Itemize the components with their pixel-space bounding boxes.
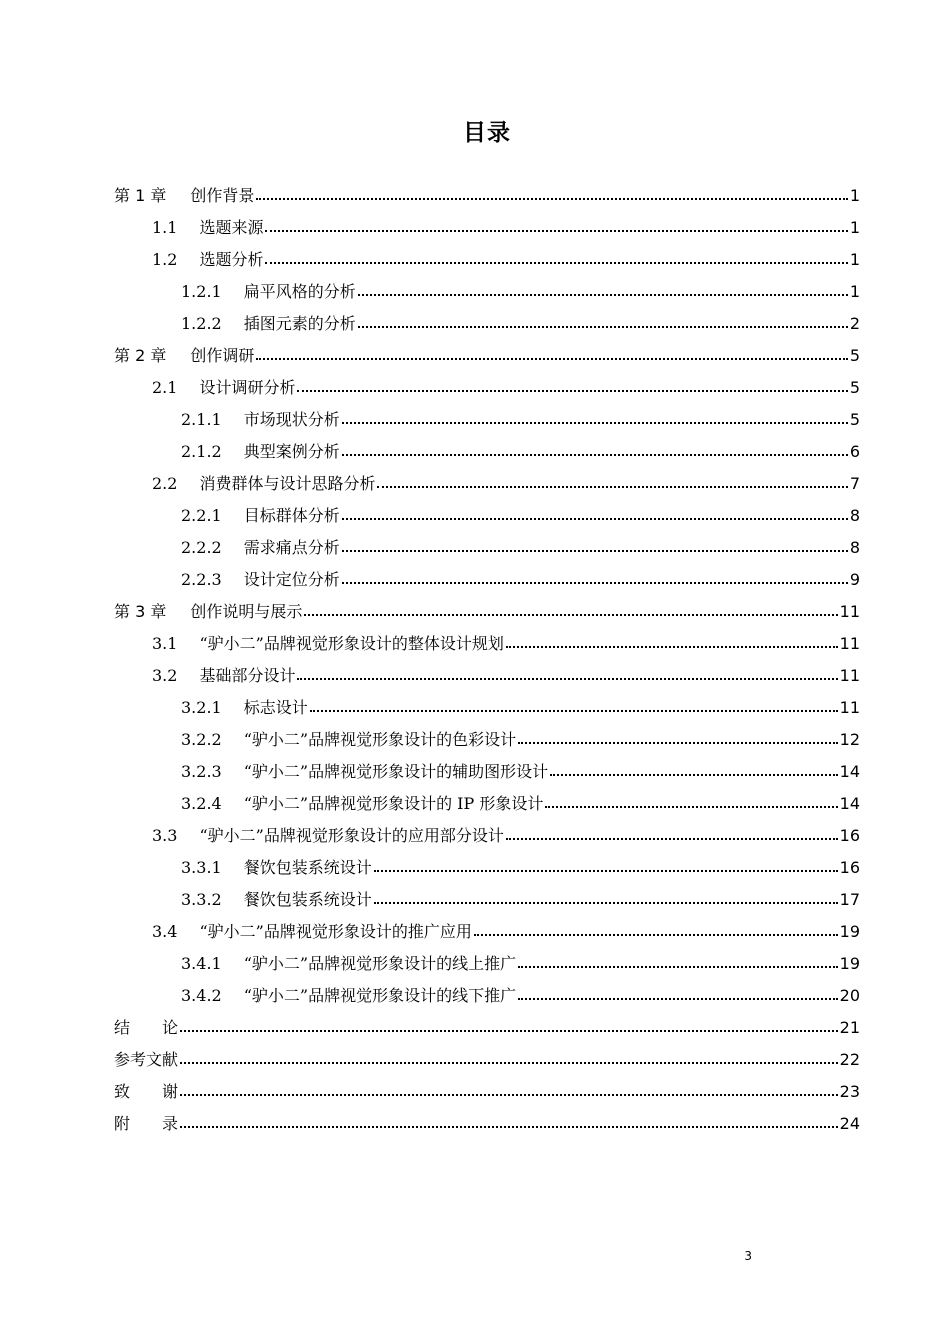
toc-entry[interactable] [114, 468, 860, 500]
dot-leader [506, 838, 838, 840]
entry-page: 19 [839, 954, 860, 973]
dot-leader [256, 358, 847, 360]
entry-page: 16 [839, 858, 860, 877]
toc-entry[interactable] [114, 1076, 860, 1108]
entry-title: “驴小二”品牌视觉形象设计的整体设计规划 [199, 634, 504, 653]
toc-entry[interactable] [114, 180, 860, 212]
dot-leader [342, 422, 848, 424]
dot-leader [180, 1126, 838, 1128]
entry-page: 20 [839, 986, 860, 1005]
entry-page: 8 [849, 538, 860, 557]
toc-entry[interactable] [114, 948, 860, 980]
dot-leader [342, 550, 848, 552]
toc-entry[interactable] [114, 820, 860, 852]
dot-leader [297, 390, 847, 392]
toc-entry[interactable] [114, 916, 860, 948]
toc-entry[interactable] [114, 1108, 860, 1140]
entry-page: 1 [849, 282, 860, 301]
entry-number: 1.2.1 [181, 282, 222, 301]
entry-title: 餐饮包装系统设计 [243, 858, 372, 877]
toc-entry[interactable] [114, 756, 860, 788]
toc-entry[interactable] [114, 532, 860, 564]
toc-entry[interactable] [114, 628, 860, 660]
entry-page: 11 [839, 634, 860, 653]
entry-title: 创作说明与展示 [190, 602, 303, 621]
entry-page: 17 [839, 890, 860, 909]
entry-number: 1.2 [152, 250, 178, 269]
toc-entry[interactable] [114, 404, 860, 436]
entry-number: 3.3.2 [181, 890, 222, 909]
toc-entry[interactable] [114, 340, 860, 372]
toc-entry[interactable] [114, 564, 860, 596]
entry-page: 7 [849, 474, 860, 493]
entry-number: 1.2.2 [181, 314, 222, 333]
entry-page: 2 [849, 314, 860, 333]
entry-title: 餐饮包装系统设计 [243, 890, 372, 909]
dot-leader [180, 1062, 838, 1064]
entry-number: 3.1 [152, 634, 178, 653]
dot-leader [304, 614, 837, 616]
toc-entry[interactable] [114, 980, 860, 1012]
entry-page: 11 [839, 698, 860, 717]
dot-leader [342, 454, 848, 456]
toc-entry[interactable] [114, 724, 860, 756]
entry-number: 第 3 章 [114, 602, 167, 621]
entry-page: 1 [849, 218, 860, 237]
dot-leader [180, 1030, 838, 1032]
toc-entry[interactable] [114, 244, 860, 276]
entry-number: 2.1 [152, 378, 178, 397]
entry-page: 14 [839, 762, 860, 781]
entry-title: “驴小二”品牌视觉形象设计的色彩设计 [243, 730, 517, 749]
toc-entry[interactable] [114, 1044, 860, 1076]
entry-number: 2.1.2 [181, 442, 222, 461]
entry-number: 2.1.1 [181, 410, 222, 429]
entry-number: 3.2.1 [181, 698, 222, 717]
entry-number: 第 1 章 [114, 186, 167, 205]
entry-title: 目标群体分析 [243, 506, 340, 525]
entry-title: “驴小二”品牌视觉形象设计的推广应用 [199, 922, 472, 941]
entry-number: 第 2 章 [114, 346, 167, 365]
dot-leader [545, 806, 837, 808]
entry-title: 结 论 [114, 1018, 179, 1037]
entry-title: 消费群体与设计思路分析 [199, 474, 376, 493]
dot-leader [377, 486, 847, 488]
entry-title: 附 录 [114, 1114, 179, 1133]
entry-number: 2.2.1 [181, 506, 222, 525]
dot-leader [265, 262, 847, 264]
entry-page: 9 [849, 570, 860, 589]
entry-page: 12 [839, 730, 860, 749]
dot-leader [342, 582, 848, 584]
entry-page: 14 [839, 794, 860, 813]
dot-leader [342, 518, 848, 520]
toc-entry[interactable] [114, 1012, 860, 1044]
dot-leader [297, 678, 837, 680]
entry-page: 23 [839, 1082, 860, 1101]
toc-entry[interactable] [114, 660, 860, 692]
dot-leader [518, 742, 838, 744]
entry-number: 3.3 [152, 826, 178, 845]
entry-title: 插图元素的分析 [243, 314, 356, 333]
toc-entry[interactable] [114, 500, 860, 532]
entry-number: 3.2.3 [181, 762, 222, 781]
entry-title: 致 谢 [114, 1082, 179, 1101]
dot-leader [474, 934, 838, 936]
entry-title: 创作调研 [190, 346, 255, 365]
entry-number: 2.2 [152, 474, 178, 493]
dot-leader [518, 998, 838, 1000]
entry-title: 扁平风格的分析 [243, 282, 356, 301]
entry-number: 2.2.2 [181, 538, 222, 557]
entry-page: 8 [849, 506, 860, 525]
toc-entry[interactable] [114, 436, 860, 468]
toc-entry[interactable] [114, 692, 860, 724]
toc-entry[interactable] [114, 276, 860, 308]
entry-title: 参考文献 [114, 1050, 179, 1069]
page-number: 3 [744, 1249, 752, 1263]
entry-page: 16 [839, 826, 860, 845]
entry-page: 11 [839, 602, 860, 621]
entry-title: 创作背景 [190, 186, 255, 205]
entry-title: 需求痛点分析 [243, 538, 340, 557]
dot-leader [374, 902, 838, 904]
entry-page: 1 [849, 250, 860, 269]
toc-entry[interactable] [114, 596, 860, 628]
toc-entry[interactable] [114, 884, 860, 916]
table-of-contents [114, 180, 860, 1140]
dot-leader [180, 1094, 838, 1096]
dot-leader [358, 294, 848, 296]
toc-entry[interactable] [114, 212, 860, 244]
entry-title: “驴小二”品牌视觉形象设计的线下推广 [243, 986, 517, 1005]
entry-page: 21 [839, 1018, 860, 1037]
entry-number: 1.1 [152, 218, 178, 237]
entry-title: 市场现状分析 [243, 410, 340, 429]
entry-title: 设计调研分析 [199, 378, 296, 397]
dot-leader [518, 966, 838, 968]
entry-title: “驴小二”品牌视觉形象设计的线上推广 [243, 954, 517, 973]
dot-leader [374, 870, 838, 872]
entry-number: 3.4.1 [181, 954, 222, 973]
entry-number: 2.2.3 [181, 570, 222, 589]
entry-page: 22 [839, 1050, 860, 1069]
entry-title: 选题分析 [199, 250, 264, 269]
entry-title: 标志设计 [243, 698, 308, 717]
dot-leader [550, 774, 838, 776]
entry-title: “驴小二”品牌视觉形象设计的 IP 形象设计 [243, 794, 544, 813]
toc-entry[interactable] [114, 788, 860, 820]
dot-leader [265, 230, 847, 232]
entry-title: 典型案例分析 [243, 442, 340, 461]
entry-page: 24 [839, 1114, 860, 1133]
entry-number: 3.4 [152, 922, 178, 941]
entry-number: 3.2 [152, 666, 178, 685]
entry-number: 3.2.4 [181, 794, 222, 813]
entry-page: 19 [839, 922, 860, 941]
dot-leader [506, 646, 838, 648]
entry-title: 选题来源 [199, 218, 264, 237]
entry-title: 设计定位分析 [243, 570, 340, 589]
toc-entry[interactable] [114, 308, 860, 340]
entry-number: 3.3.1 [181, 858, 222, 877]
entry-title: 基础部分设计 [199, 666, 296, 685]
dot-leader [358, 326, 848, 328]
entry-number: 3.4.2 [181, 986, 222, 1005]
entry-number: 3.2.2 [181, 730, 222, 749]
entry-page: 5 [849, 410, 860, 429]
entry-page: 11 [839, 666, 860, 685]
toc-entry[interactable] [114, 372, 860, 404]
entry-title: “驴小二”品牌视觉形象设计的辅助图形设计 [243, 762, 549, 781]
dot-leader [310, 710, 838, 712]
dot-leader [256, 198, 847, 200]
toc-entry[interactable] [114, 852, 860, 884]
entry-page: 5 [849, 346, 860, 365]
toc-heading: 目录 [463, 120, 511, 146]
entry-title: “驴小二”品牌视觉形象设计的应用部分设计 [199, 826, 504, 845]
entry-page: 1 [849, 186, 860, 205]
entry-page: 5 [849, 378, 860, 397]
entry-page: 6 [849, 442, 860, 461]
